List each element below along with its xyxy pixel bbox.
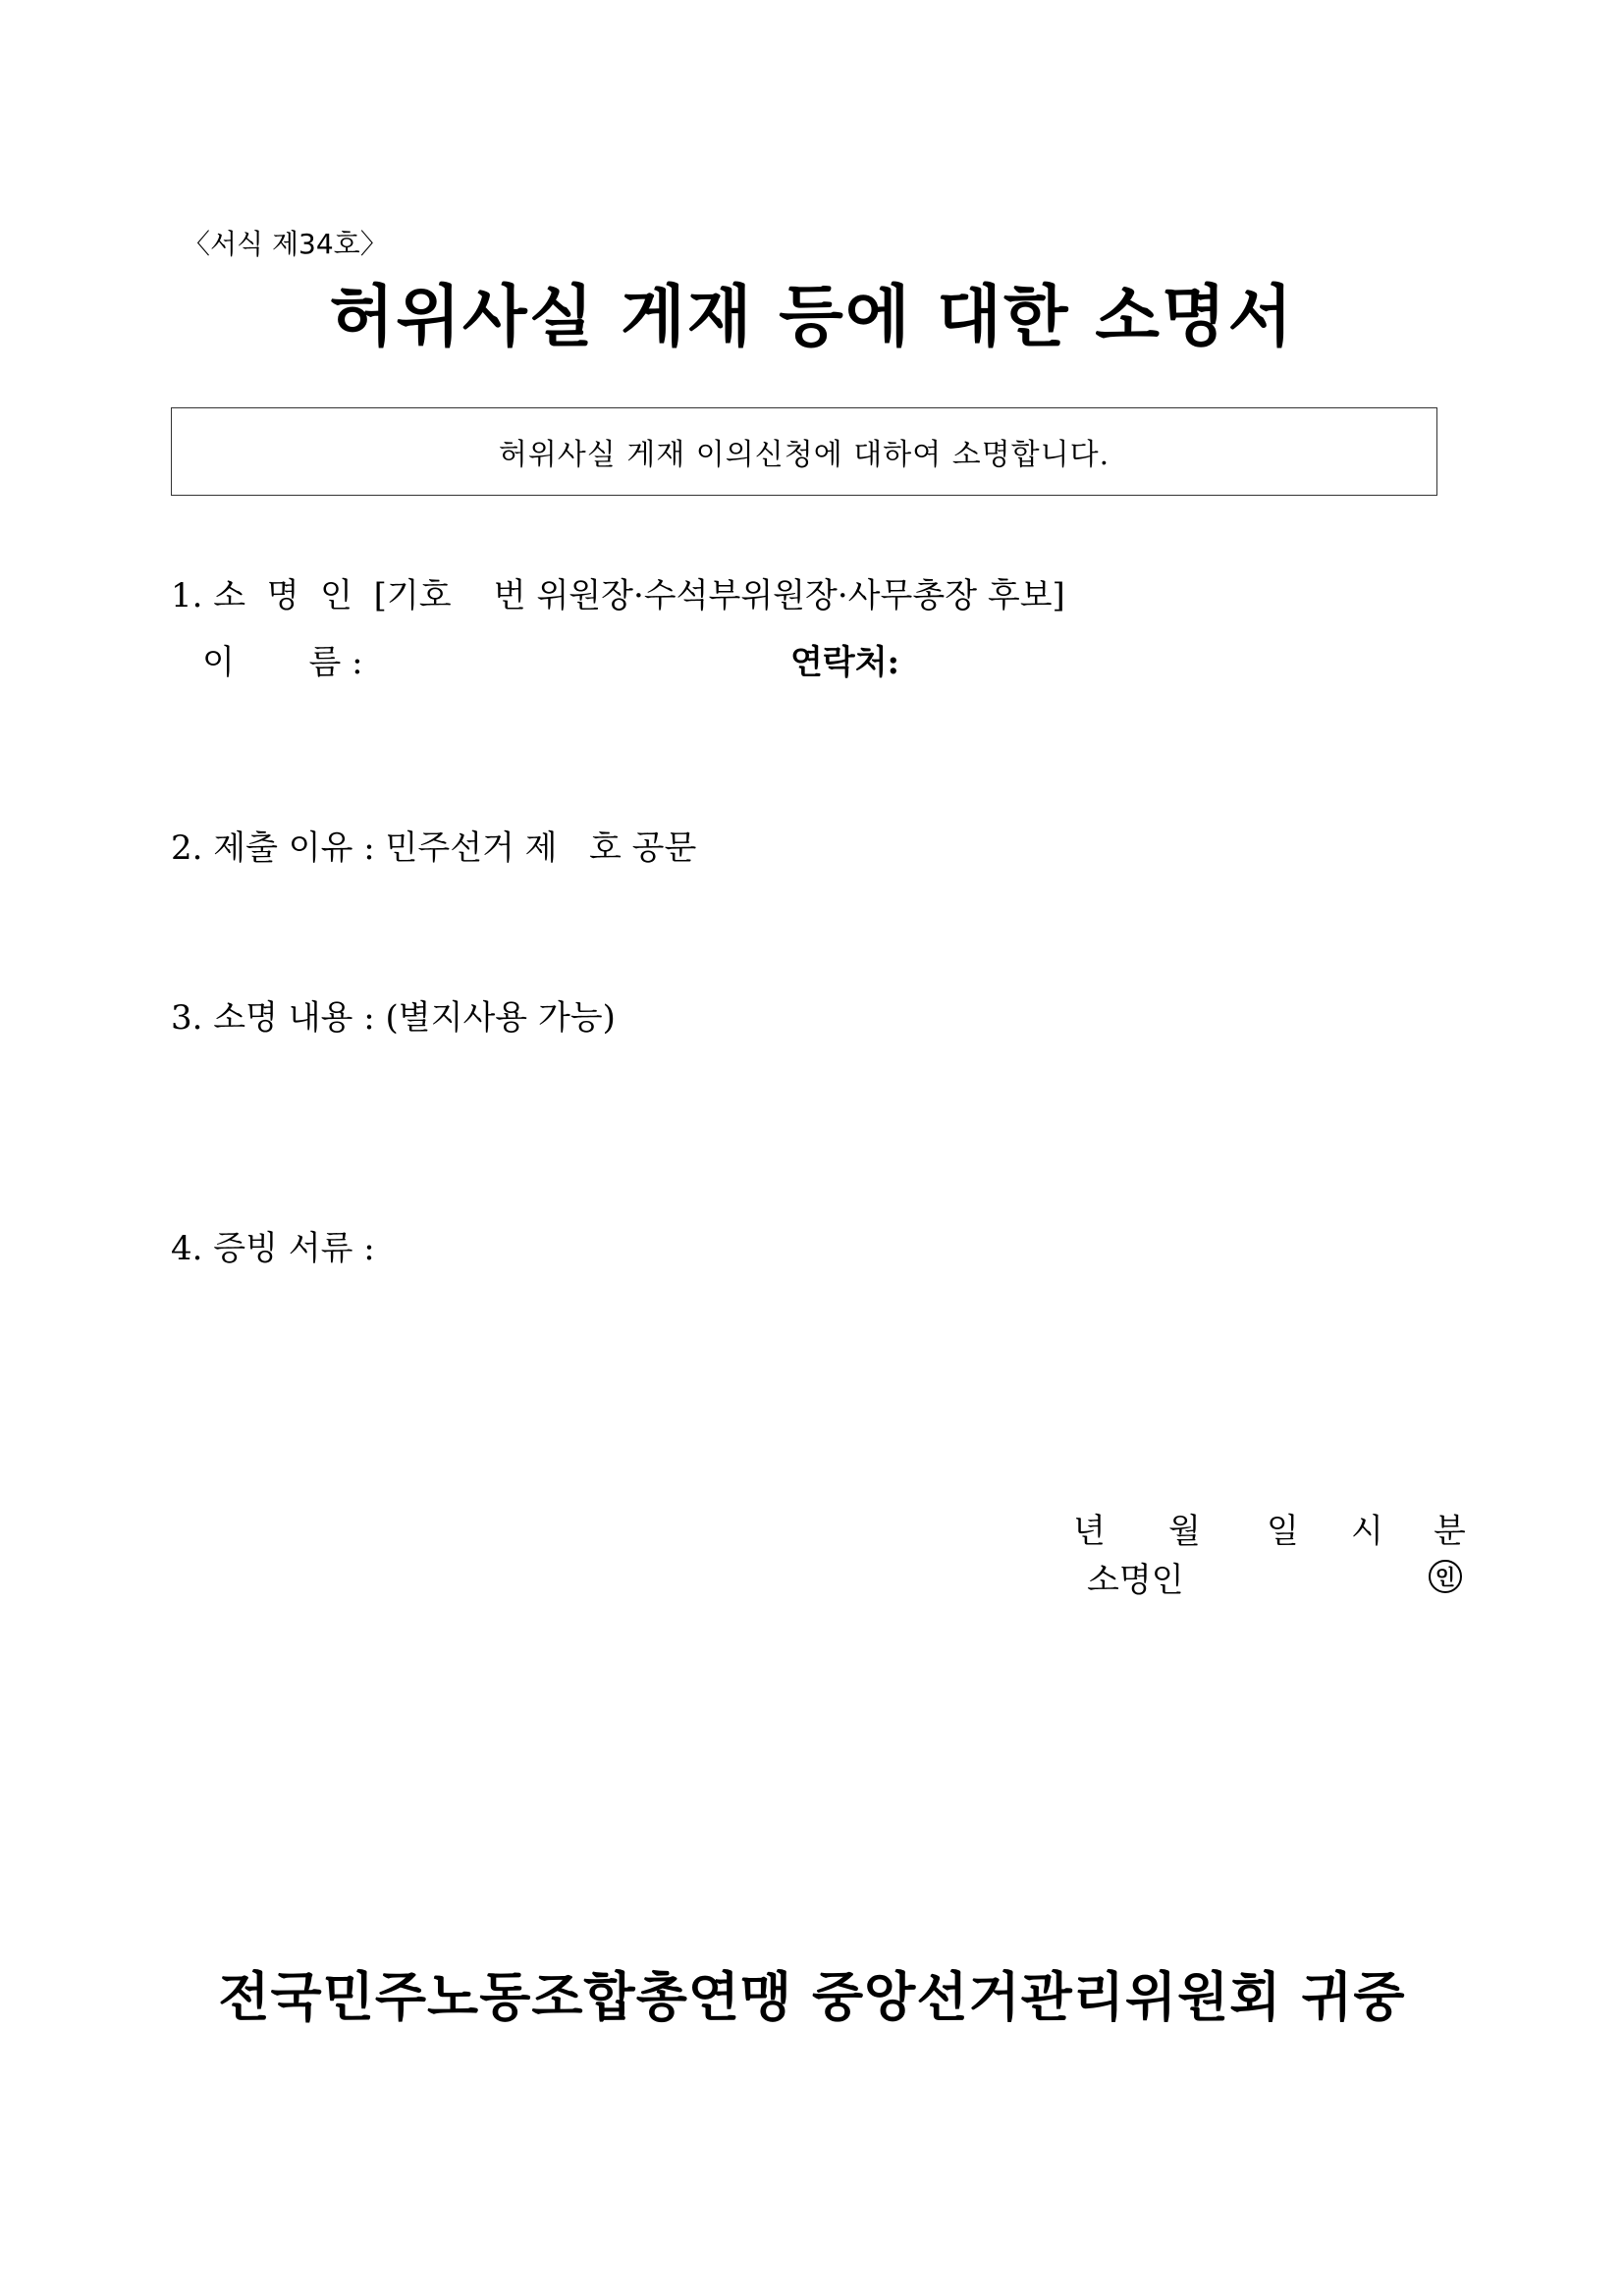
addressee: 전국민주노동조합총연맹 중앙선거관리위원회 귀중	[218, 1966, 1406, 2028]
name-field-label: 이 름 :	[202, 643, 363, 682]
section-2-reason: 2. 제출 이유 : 민주선거 제 호 공문	[171, 828, 697, 868]
date-month-label: 월	[1168, 1512, 1201, 1551]
date-day-label: 일	[1267, 1512, 1299, 1551]
document-title: 허위사실 게재 등에 대한 소명서	[329, 279, 1295, 356]
signer-label: 소명인	[1087, 1561, 1184, 1600]
contact-field-label: 연락처:	[790, 643, 900, 682]
section-1-applicant: 1. 소 명 인 [기호 번 위원장·수석부위원장·사무총장 후보]	[171, 576, 1065, 615]
date-year-label: 년	[1073, 1512, 1106, 1551]
date-hour-label: 시	[1351, 1512, 1383, 1551]
section-3-content: 3. 소명 내용 : (별지사용 가능)	[171, 998, 616, 1038]
form-number: 〈서식 제34호〉	[183, 228, 388, 260]
notice-box	[171, 407, 1437, 496]
section-4-evidence: 4. 증빙 서류 :	[171, 1229, 375, 1268]
notice-text: 허위사실 게재 이의신청에 대하여 소명합니다.	[498, 438, 1110, 472]
date-minute-label: 분	[1434, 1512, 1466, 1551]
seal-mark: 인	[1429, 1560, 1462, 1593]
